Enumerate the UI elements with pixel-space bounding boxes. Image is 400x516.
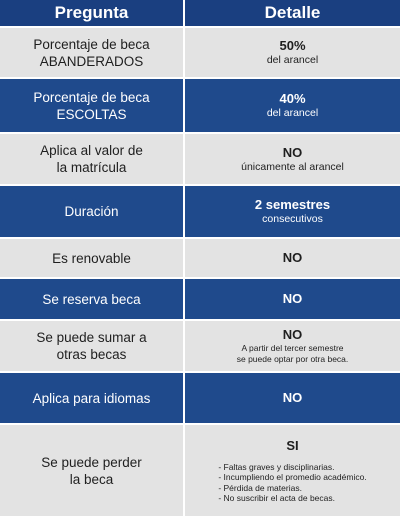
detail-sub: únicamente al arancel — [241, 160, 344, 173]
question-line: Es renovable — [52, 250, 131, 266]
question-cell — [0, 239, 183, 277]
question-line: Se reserva beca — [42, 291, 141, 307]
detail-sub: del arancel — [266, 54, 319, 66]
question-cell — [0, 279, 183, 319]
question-line: ESCOLTAS — [56, 106, 127, 122]
detail-cell — [185, 134, 400, 184]
question-cell — [0, 321, 183, 371]
question-line: otras becas — [56, 347, 127, 362]
question-cell — [0, 373, 183, 423]
detail-main: 2 semestres — [254, 197, 331, 212]
header-row — [0, 0, 400, 26]
question-cell — [0, 134, 183, 184]
detail-sub: del arancel — [266, 107, 319, 119]
list-item: - Incumpliendo el promedio académico. — [218, 472, 367, 482]
reasons-list — [218, 462, 366, 504]
list-item: - No suscribir el acta de becas. — [218, 493, 336, 503]
detail-cell — [185, 28, 400, 77]
header-detalle: Detalle — [185, 0, 400, 26]
header-pregunta: Pregunta — [0, 0, 183, 26]
detail-sub: consecutivos — [262, 213, 323, 225]
table-row — [0, 279, 400, 319]
detail-note: A partir del tercer semestre — [241, 343, 344, 353]
question-line: la beca — [69, 471, 114, 487]
question-line: Se puede sumar a — [36, 330, 147, 345]
question-line: ABANDERADOS — [39, 53, 144, 69]
table-row — [0, 79, 400, 132]
list-item: - Faltas graves y disciplinarias. — [218, 461, 335, 472]
question-line: Aplica para idiomas — [32, 390, 151, 406]
question-line: Se puede perder — [41, 454, 142, 470]
table-row — [0, 425, 400, 516]
detail-main: NO — [282, 327, 303, 342]
detail-cell — [185, 239, 400, 277]
list-item: - Pérdida de materias. — [218, 482, 302, 493]
detail-cell — [185, 373, 400, 423]
detail-main: 50% — [279, 38, 306, 53]
question-cell — [0, 79, 183, 132]
detail-main: NO — [282, 291, 303, 306]
table-row — [0, 373, 400, 423]
detail-cell — [185, 425, 400, 516]
question-cell — [0, 425, 183, 516]
question-line: Aplica al valor de — [40, 143, 143, 158]
detail-cell — [185, 186, 400, 237]
table-row — [0, 321, 400, 371]
table-row — [0, 134, 400, 184]
question-cell — [0, 186, 183, 237]
detail-cell — [185, 79, 400, 132]
detail-main: SI — [286, 437, 299, 453]
table-row — [0, 186, 400, 237]
question-line: la matrícula — [56, 160, 127, 175]
detail-cell — [185, 321, 400, 371]
question-line: Porcentaje de beca — [33, 36, 150, 52]
detail-main: NO — [282, 250, 303, 265]
detail-main: NO — [282, 144, 303, 160]
detail-note: se puede optar por otra beca. — [236, 354, 349, 364]
detail-cell — [185, 279, 400, 319]
question-line: Duración — [64, 204, 119, 219]
detail-main: 40% — [279, 91, 306, 106]
table-row — [0, 28, 400, 77]
table-row — [0, 239, 400, 277]
question-line: Porcentaje de beca — [33, 89, 150, 105]
question-cell — [0, 28, 183, 77]
detail-main: NO — [282, 390, 303, 405]
